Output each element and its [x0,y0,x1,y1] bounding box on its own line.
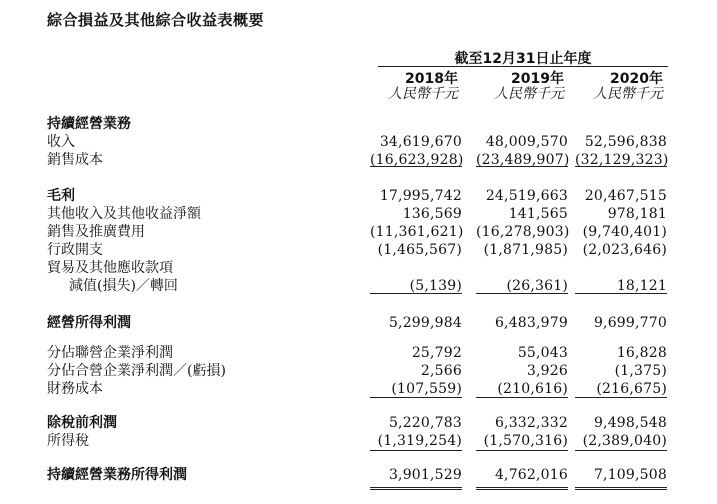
value-cell: 16,828 [616,345,667,361]
row-label: 分佔合營企業淨利潤／(虧損) [47,363,226,379]
value-cell: 7,109,508 [593,467,667,483]
row-label: 銷售成本 [47,152,103,168]
unit-2020: 人民幣千元 [593,86,663,102]
table-row [47,344,677,362]
value-cell: 17,995,742 [379,188,462,204]
subtotal-rule [575,450,667,451]
table-row [47,432,677,450]
value-cell: 52,596,838 [584,134,667,150]
value-cell: (1,319,254) [377,433,462,449]
value-cell: 4,762,016 [494,467,568,483]
row-label: 貿易及其他應收款項 [47,260,173,276]
value-cell: (1,871,985) [483,242,568,258]
row-label: 經營所得利潤 [47,315,131,331]
value-cell: 34,619,670 [379,134,462,150]
value-cell: (16,278,903) [476,224,570,240]
table-row [47,362,677,380]
row-label: 分佔聯營企業淨利潤 [47,345,173,361]
year-2020-header: 2020年 [610,71,663,87]
value-cell: (216,675) [596,381,667,397]
row-label: 銷售及推廣費用 [47,224,145,240]
value-cell: (26,361) [506,278,568,294]
value-cell: (9,740,401) [582,224,667,240]
value-cell: 18,121 [616,278,667,294]
year-2019-header: 2019年 [511,71,564,87]
row-label: 所得稅 [47,433,89,449]
table-row [47,115,677,133]
value-cell: 2,566 [420,363,462,379]
subtotal-rule [370,293,462,294]
table-row [47,133,677,151]
value-cell: 20,467,515 [584,188,667,204]
value-cell: 9,699,770 [593,315,667,331]
subtotal-rule [476,450,568,451]
unit-2018: 人民幣千元 [388,86,458,102]
value-cell: (107,559) [391,381,462,397]
subtotal-rule [476,166,568,167]
subtotal-rule [476,293,568,294]
value-cell: (11,361,621) [370,224,464,240]
row-label: 其他收入及其他收益淨額 [47,206,201,222]
value-cell: 55,043 [517,345,568,361]
table-row [47,205,677,223]
subtotal-rule [575,293,667,294]
unit-2019: 人民幣千元 [494,86,564,102]
row-label: 減值(損失)／轉回 [69,278,178,294]
value-cell: (210,616) [497,381,568,397]
subtotal-rule [370,450,462,451]
value-cell: 25,792 [411,345,462,361]
value-cell: 24,519,663 [485,188,568,204]
table-row [47,466,677,484]
row-label: 財務成本 [47,381,103,397]
value-cell: (1,375) [614,363,667,379]
value-cell: (1,570,316) [483,433,568,449]
value-cell: 136,569 [402,206,462,222]
value-cell: 141,565 [508,206,568,222]
table-row [47,380,677,398]
total-double-rule [476,487,568,490]
subtotal-rule [370,166,462,167]
value-cell: 6,332,332 [494,415,568,431]
row-label: 除稅前利潤 [47,415,117,431]
subtotal-rule [370,397,462,398]
year-2018-header: 2018年 [405,71,458,87]
table-row [47,314,677,332]
value-cell: 3,926 [526,363,568,379]
value-cell: (32,129,323) [575,152,669,168]
table-row [47,223,677,241]
subtotal-rule [575,397,667,398]
row-label: 持續經營業務 [47,116,131,132]
subtotal-rule [476,397,568,398]
subtotal-rule [575,166,667,167]
period-header: 截至12月31日止年度 [454,51,592,67]
value-cell: (5,139) [409,278,462,294]
table-row [47,259,677,277]
row-label: 毛利 [47,188,75,204]
total-double-rule [370,487,462,490]
header-rule [378,66,668,67]
value-cell: 5,299,984 [388,315,462,331]
table-row [47,241,677,259]
table-row [47,414,677,432]
value-cell: (2,023,646) [582,242,667,258]
value-cell: 9,498,548 [593,415,667,431]
row-label: 持續經營業務所得利潤 [47,467,187,483]
table-row [47,187,677,205]
value-cell: 978,181 [607,206,667,222]
value-cell: 6,483,979 [494,315,568,331]
value-cell: (2,389,040) [582,433,667,449]
row-label: 收入 [47,134,75,150]
value-cell: 3,901,529 [388,467,462,483]
row-label: 行政開支 [47,242,103,258]
statement-title: 綜合損益及其他綜合收益表概要 [47,11,265,29]
value-cell: 5,220,783 [388,415,462,431]
value-cell: 48,009,570 [485,134,568,150]
value-cell: (16,623,928) [370,152,464,168]
value-cell: (1,465,567) [377,242,462,258]
total-double-rule [575,487,667,490]
value-cell: (23,489,907) [476,152,570,168]
